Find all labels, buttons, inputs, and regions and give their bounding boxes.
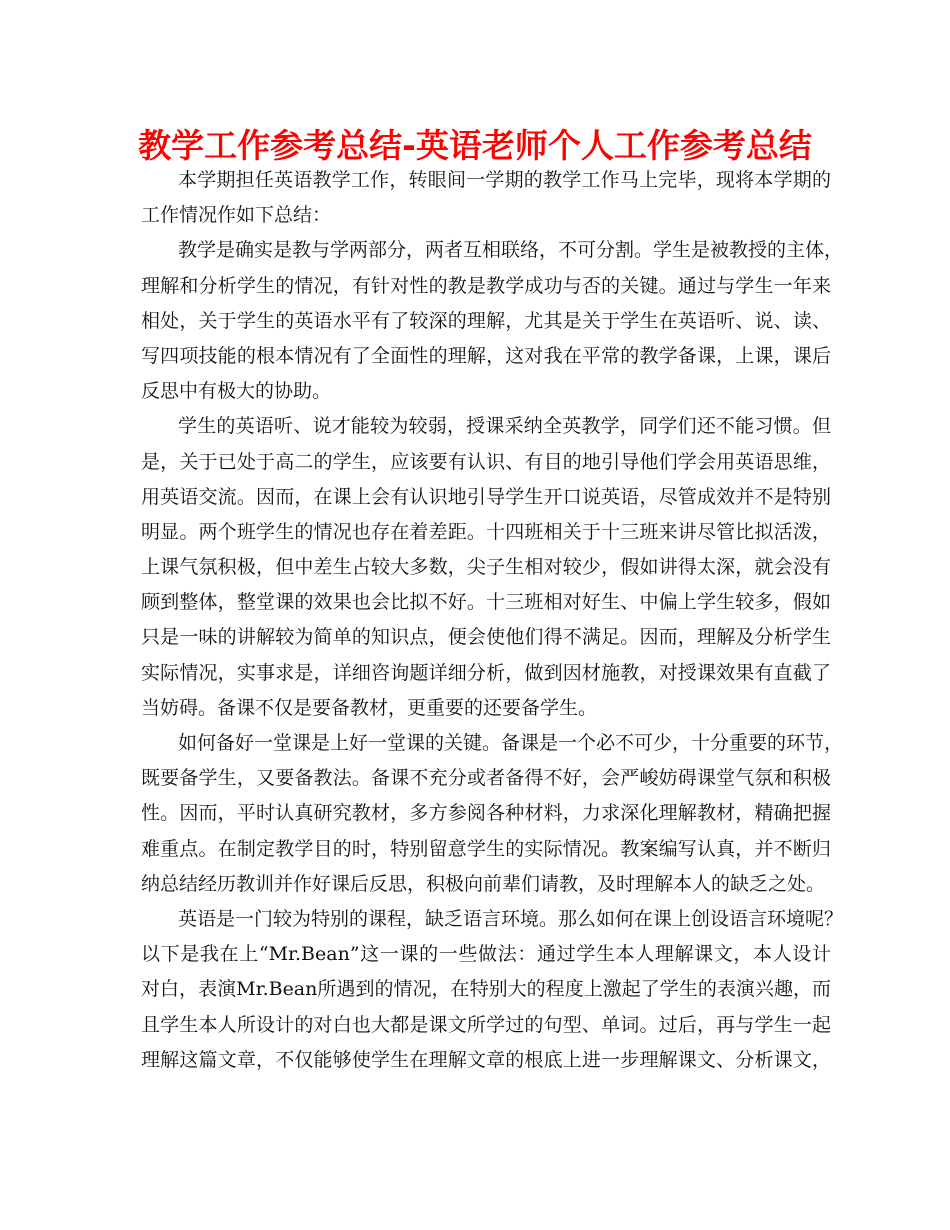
- paragraph-2: [141, 233, 844, 409]
- text-line: 理解这篇文章，不仅能够使学生在理解文章的根底上进一步理解课文、分析课文，: [141, 1048, 831, 1071]
- text-line: 难重点。在制定教学目的时，特别留意学生的实际情况。教案编写认真，并不断归: [141, 837, 831, 860]
- paragraph-3: [141, 409, 831, 726]
- paragraph-5: [141, 902, 844, 1078]
- text-line: 学生的英语听、说才能较为较弱，授课采纳全英教学，同学们还不能习惯。但: [178, 415, 831, 438]
- text-line: 反思中有极大的协助。: [141, 380, 332, 403]
- text-line: 相处，关于学生的英语水平有了较深的理解，尤其是关于学生在英语听、说、读、: [141, 309, 831, 332]
- text-line: 用英语交流。因而，在课上会有认识地引导学生开口说英语，尽管成效并不是特别: [141, 485, 831, 508]
- text-line: 以下是我在上“Mr.Bean”这一课的一些做法：通过学生本人理解课文，本人设计: [141, 943, 831, 966]
- document-body: [141, 163, 844, 1078]
- text-line: 只是一味的讲解较为简单的知识点，便会使他们得不满足。因而，理解及分析学生: [141, 626, 831, 649]
- text-line: 写四项技能的根本情况有了全面性的理解，这对我在平常的教学备课，上课，课后: [141, 344, 831, 367]
- paragraph-1: [141, 163, 831, 233]
- text-line: 工作情况作如下总结：: [141, 204, 332, 227]
- text-line: 对白，表演Mr.Bean所遇到的情况，在特别大的程度上激起了学生的表演兴趣，而: [141, 978, 831, 1001]
- text-line: 明显。两个班学生的情况也存在着差距。十四班相关于十三班来讲尽管比拟活泼，: [141, 520, 831, 543]
- text-line: 顾到整体，整堂课的效果也会比拟不好。十三班相对好生、中偏上学生较多，假如: [141, 591, 831, 614]
- text-line: 是，关于已处于高二的学生，应该要有认识、有目的地引导他们学会用英语思维，: [141, 450, 831, 473]
- text-line: 当妨碍。备课不仅是要备教材，更重要的还要备学生。: [141, 696, 598, 719]
- text-line: 纳总结经历教训并作好课后反思，积极向前辈们请教，及时理解本人的缺乏之处。: [141, 872, 826, 895]
- text-line: 理解和分析学生的情况，有针对性的教是教学成功与否的关键。通过与学生一年来: [141, 274, 831, 297]
- text-line: 上课气氛积极，但中差生占较大多数，尖子生相对较少，假如讲得太深，就会没有: [141, 556, 831, 579]
- text-line: 既要备学生，又要备教法。备课不充分或者备得不好，会严峻妨碍课堂气氛和积极: [141, 767, 831, 790]
- paragraph-4: [141, 726, 844, 902]
- text-line: 英语是一门较为特别的课程，缺乏语言环境。那么如何在课上创设语言环境呢？: [178, 907, 844, 930]
- text-line: 且学生本人所设计的对白也大都是课文所学过的句型、单词。过后，再与学生一起: [141, 1013, 831, 1036]
- text-line: 如何备好一堂课是上好一堂课的关键。备课是一个必不可少，十分重要的环节，: [178, 732, 844, 754]
- text-line: 本学期担任英语教学工作，转眼间一学期的教学工作马上完毕，现将本学期的: [178, 169, 831, 191]
- text-line: 教学是确实是教与学两部分，两者互相联络，不可分割。学生是被教授的主体，: [178, 239, 844, 262]
- text-line: 实际情况，实事求是，详细咨询题详细分析，做到因材施教，对授课效果有直截了: [141, 661, 831, 684]
- document-title: 教学工作参考总结-英语老师个人工作参考总结: [138, 126, 812, 165]
- text-line: 性。因而，平时认真研究教材，多方参阅各种材料，力求深化理解教材，精确把握: [141, 802, 831, 825]
